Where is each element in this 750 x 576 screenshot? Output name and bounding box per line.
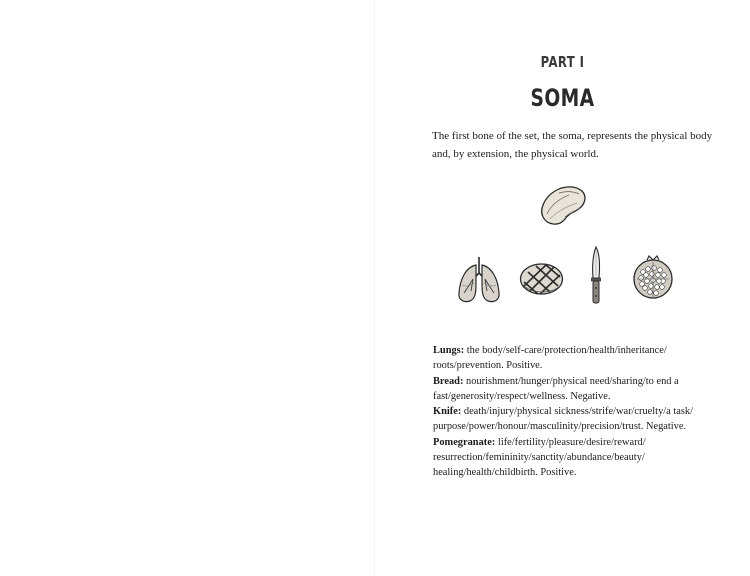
pomegranate-icon xyxy=(629,254,677,300)
definition-bread: nourishment/hunger/physical need/sharing/to end a fast/generosity/respect/wellness. Negative. xyxy=(433,375,679,402)
definition-lungs: the body/self-care/protection/health/inheritance/ roots/prevention. Positive. xyxy=(433,345,667,372)
knife-icon xyxy=(588,246,604,304)
part-label: PART I xyxy=(540,53,585,71)
term-pomegranate: Pomegranate: xyxy=(433,436,496,448)
bone-icon xyxy=(535,181,589,229)
lungs-icon xyxy=(456,255,502,305)
list-item-lungs xyxy=(433,343,733,374)
list-item-bread xyxy=(433,374,733,405)
part-title: SOMA xyxy=(530,84,595,112)
term-knife: Knife: xyxy=(433,406,462,418)
list-item-knife xyxy=(433,404,733,435)
right-page xyxy=(375,0,750,576)
list-item-pomegranate xyxy=(433,435,733,481)
term-bread: Bread: xyxy=(433,375,464,387)
intro-paragraph: The first bone of the set, the soma, represents the physical body and, by extension, the physical world. xyxy=(432,130,713,160)
definition-knife: death/injury/physical sickness/strife/war/cruelty/a task/ purpose/power/honour/masculinity/precision/trust. Negative. xyxy=(433,406,693,433)
definition-pomegranate: life/fertility/pleasure/desire/reward/ resurrection/femininity/sanctity/abundance/beauty/ healing/health/childbirth. Positive. xyxy=(433,436,646,479)
bread-icon xyxy=(518,258,565,298)
symbol-list xyxy=(433,343,733,481)
term-lungs: Lungs: xyxy=(433,345,465,356)
